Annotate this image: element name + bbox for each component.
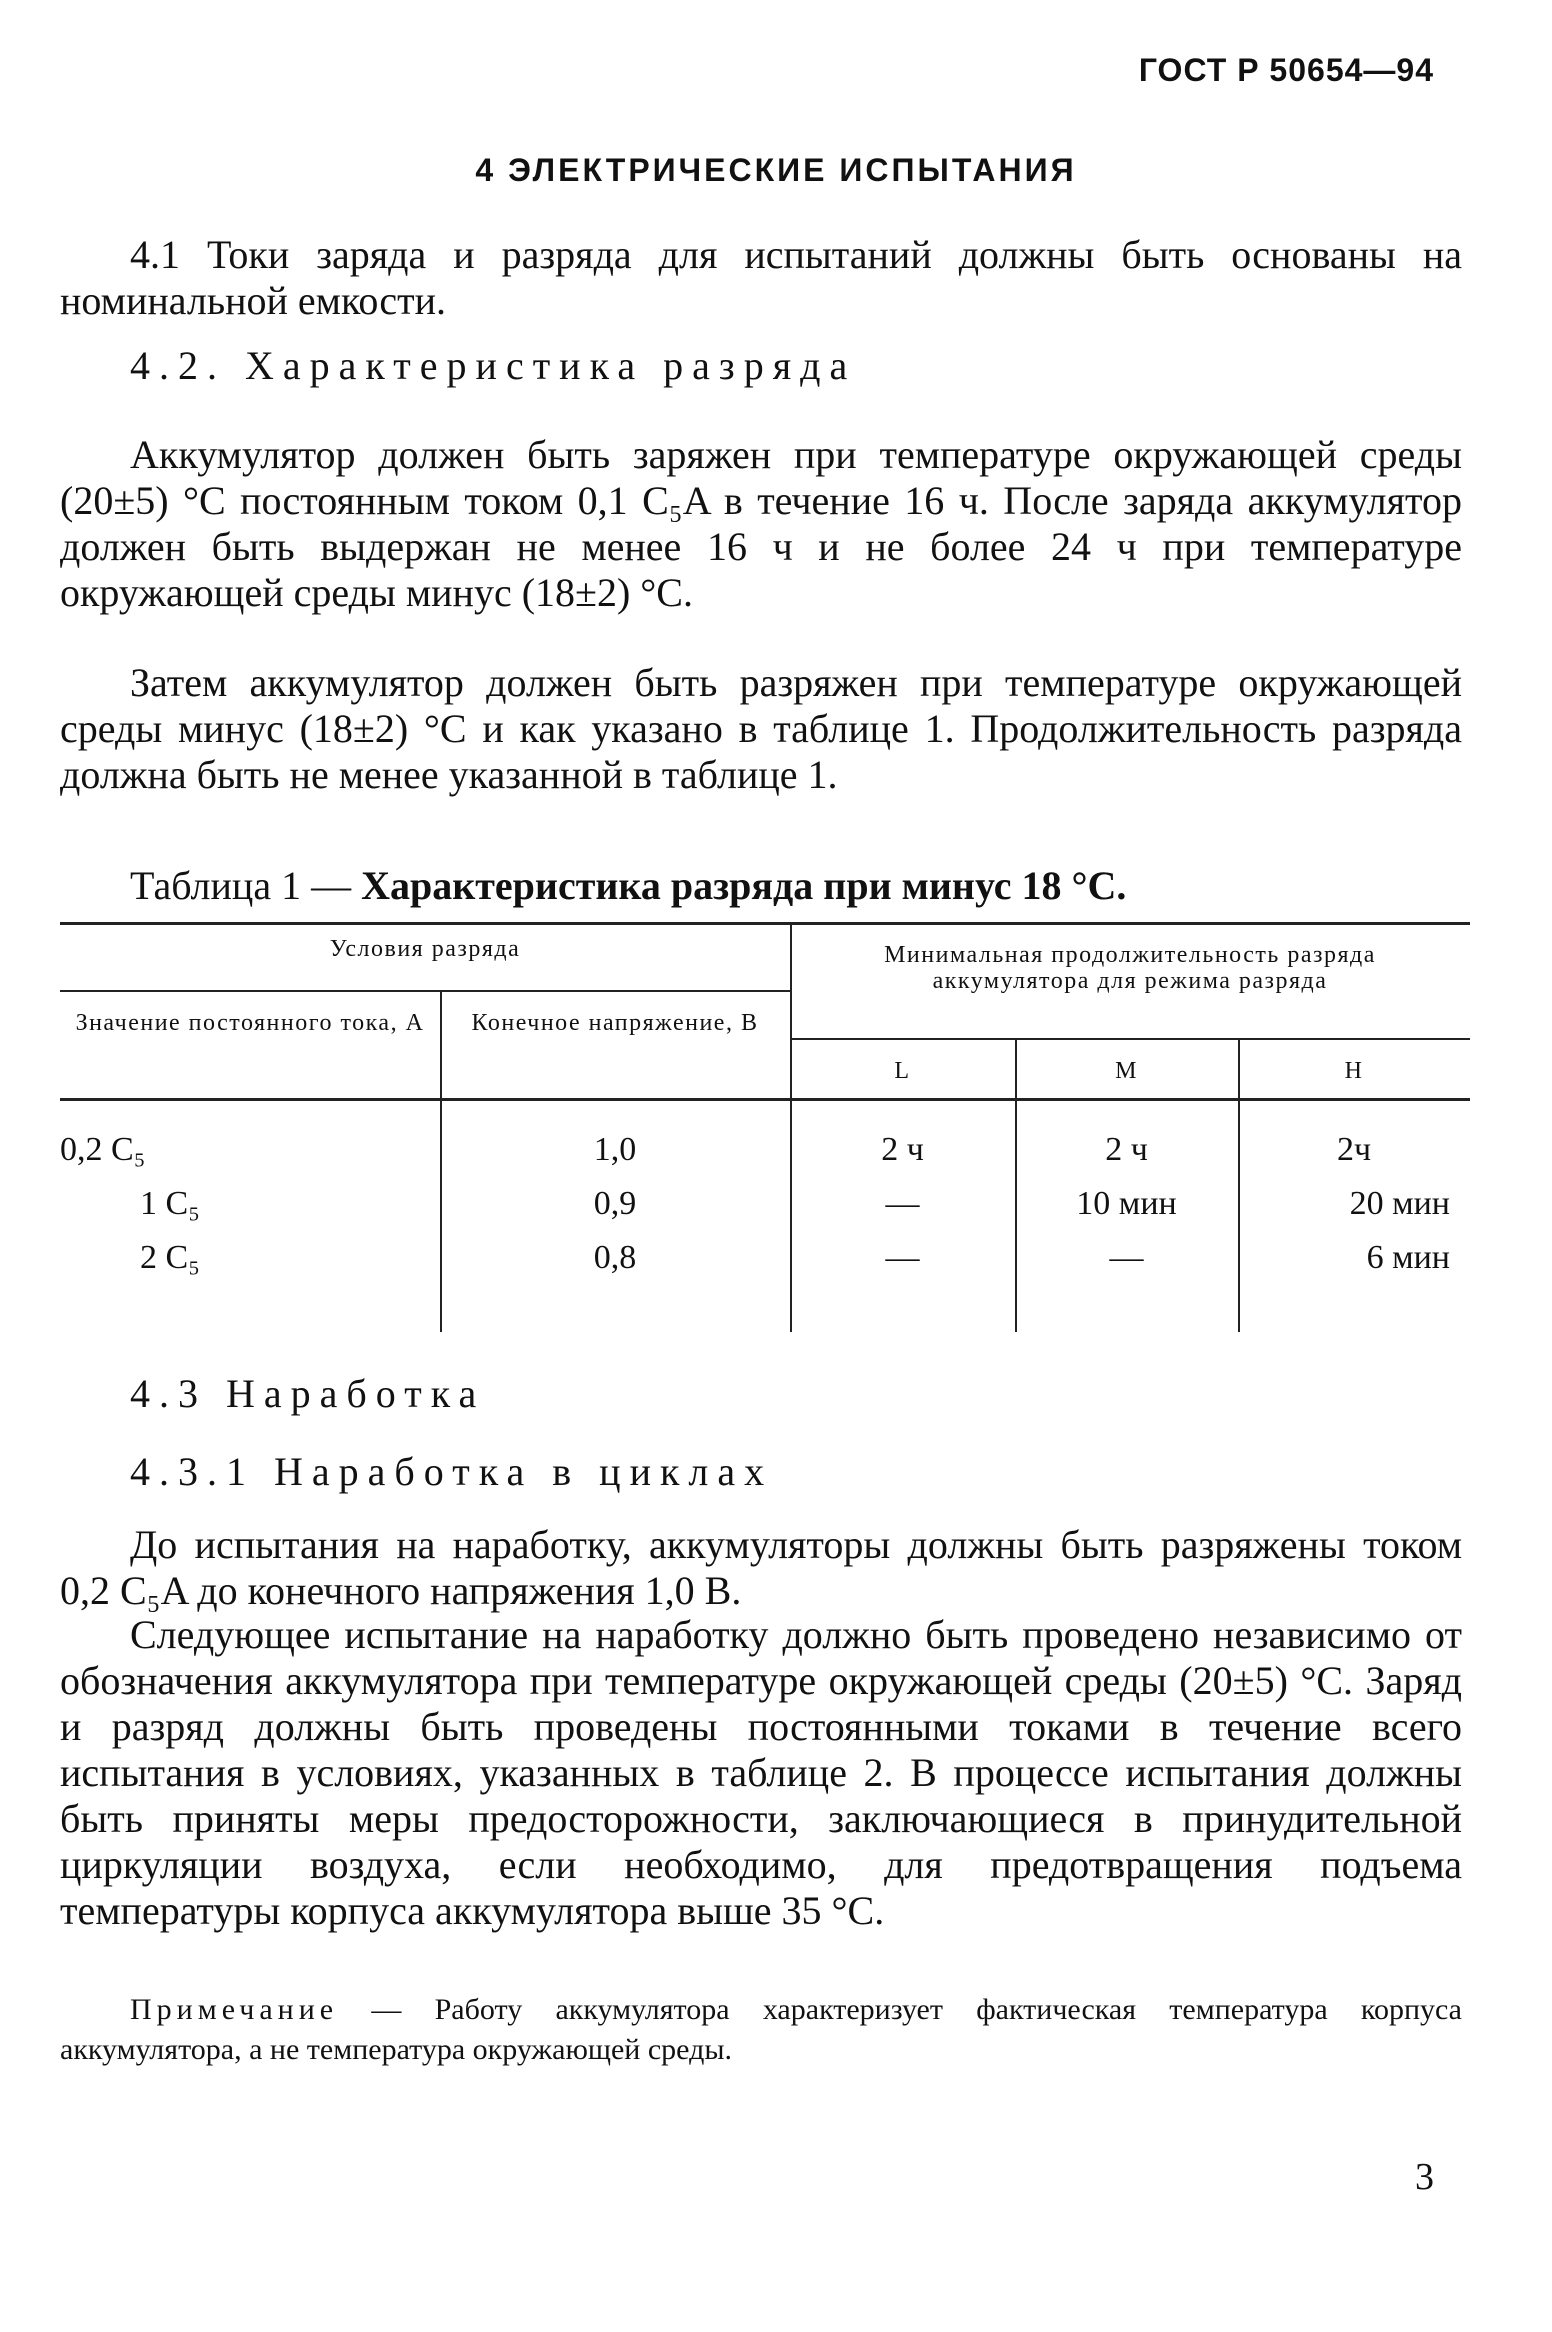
heading-4-2: 4.2. Характеристика разряда	[130, 343, 857, 388]
table-row-3-voltage: 0,8	[593, 1239, 637, 1276]
standard-code: ГОСТ Р 50654—94	[1138, 52, 1434, 88]
header-mode-h: H	[1344, 1058, 1364, 1084]
table-1-caption-prefix: Таблица 1 —	[130, 863, 362, 908]
table-row-1-m: 2 ч	[1105, 1131, 1148, 1168]
table-row-3-h: 6 мин	[1366, 1239, 1450, 1276]
header-conditions: Условия разряда	[329, 936, 521, 962]
table-row-1-l: 2 ч	[881, 1131, 924, 1168]
table-1	[60, 922, 1470, 1332]
table-header-bottom-rule	[60, 1098, 1470, 1101]
note-label: Примечание	[130, 1993, 339, 2026]
note-text: Работу аккумулятора характеризует фактическая температура корпуса аккумулятора, а не температура окружающей среды.	[60, 1993, 1463, 2066]
paragraph-4-3-1-prep: До испытания на наработку, аккумуляторы должны быть разряжены током 0,2 C₅A до конечного напряжения 1,0 В.	[60, 1522, 1462, 1613]
section-title: 4 ЭЛЕКТРИЧЕСКИЕ ИСПЫТАНИЯ	[475, 152, 1077, 188]
table-row-2-current: 1 C₅	[139, 1185, 200, 1222]
table-row-3-m: —	[1109, 1239, 1144, 1276]
header-mode-l: L	[894, 1058, 911, 1084]
paragraph-4-2-charge: Аккумулятор должен быть заряжен при температуре окружающей среды (20±5) °C постоянным током 0,1 C₅A в течение 16 ч. После заряда аккумулятор должен быть выдержан не менее 16 ч и не более 24 ч при температуре окружающей среды минус (18±2) °C.	[60, 432, 1462, 615]
table-row-2-h: 20 мин	[1349, 1185, 1450, 1222]
heading-4-3: 4.3 Наработка	[130, 1371, 486, 1416]
note	[60, 1990, 1462, 2070]
paragraph-4-3-1-test: Следующее испытание на наработку должно быть проведено независимо от обозначения аккумулятора при температуре окружающей среды (20±5) °C. Заряд и разряд должны быть проведены постоянными токами в течение всего испытания в условиях, указанных в таблице 2. В процессе испытания должны быть приняты меры предосторожности, заключающиеся в принудительной циркуляции воздуха, если необходимо, для предотвращения подъема температуры корпуса аккумулятора выше 35 °С.	[60, 1612, 1462, 1933]
table-1-caption-title: Характеристика разряда при минус 18 °С.	[361, 863, 1127, 908]
header-voltage: Конечное напряжение, В	[471, 1010, 759, 1036]
table-modes-rule	[790, 1038, 1470, 1040]
table-row-1-voltage: 1,0	[593, 1131, 637, 1168]
table-row-2-voltage: 0,9	[593, 1185, 637, 1222]
table-top-rule	[60, 922, 1470, 925]
header-current: Значение постоянного тока, А	[75, 1010, 425, 1036]
heading-4-3-1: 4.3.1 Наработка в циклах	[130, 1449, 774, 1494]
page-number: 3	[1415, 2156, 1434, 2198]
header-min-duration: Минимальная продолжительность разряда аккумулятора для режима разряда	[884, 942, 1376, 994]
table-row-2-m: 10 мин	[1076, 1185, 1177, 1222]
header-mode-m: M	[1115, 1058, 1138, 1084]
table-1-caption	[130, 862, 1126, 909]
table-row-1-current: 0,2 C₅	[60, 1131, 146, 1168]
table-row-1-h: 2ч	[1336, 1131, 1372, 1168]
table-row-3-current: 2 C₅	[139, 1239, 200, 1276]
table-row-2-l: —	[885, 1185, 920, 1222]
paragraph-4-1: 4.1 Токи заряда и разряда для испытаний должны быть основаны на номинальной емкости.	[60, 232, 1462, 323]
table-row-3-l: —	[885, 1239, 920, 1276]
note-dash: —	[338, 1993, 435, 2026]
paragraph-4-2-discharge: Затем аккумулятор должен быть разряжен при температуре окружающей среды минус (18±2) °C и как указано в таблице 1. Продолжительность разряда должна быть не менее указанной в таблице 1.	[60, 660, 1462, 797]
table-conditions-rule	[60, 990, 790, 992]
